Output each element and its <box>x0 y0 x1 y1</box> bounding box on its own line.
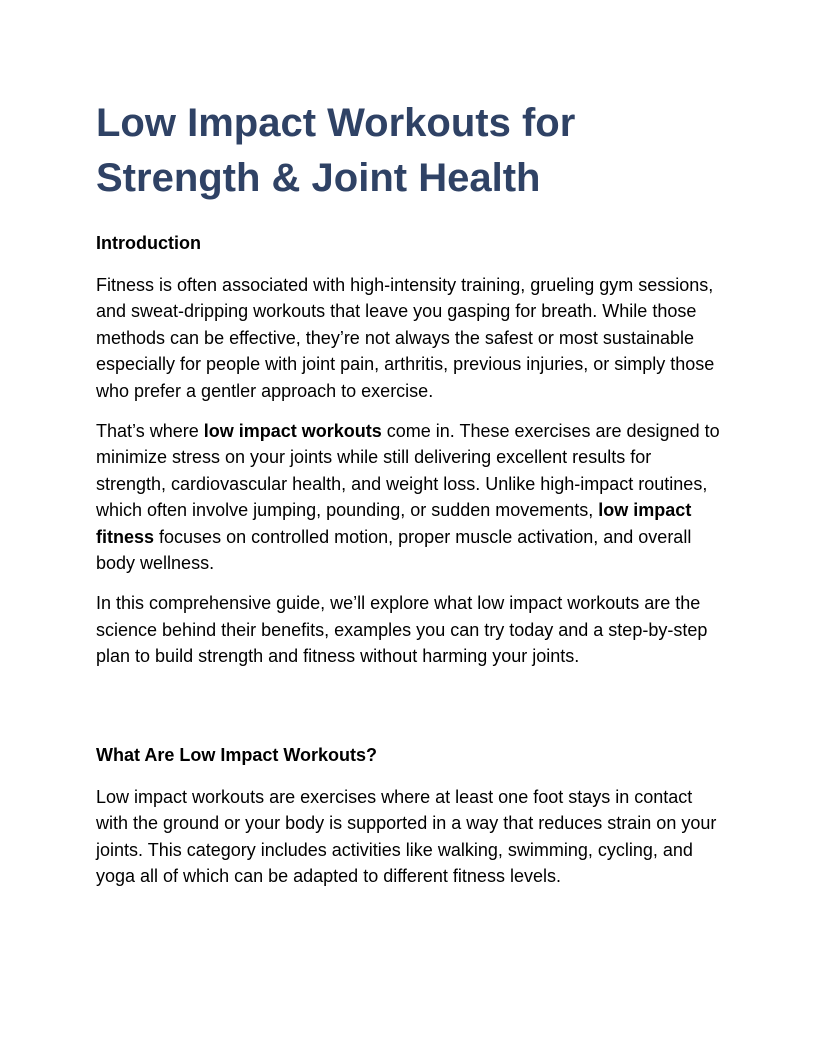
section-heading-introduction: Introduction <box>96 233 201 253</box>
paragraph-text: come in. These exercises are designed to minimize stress on your joints while still delivering excellent results for strength, cardiovascular health, and weight loss. Unlike high-impact routines, which often involve jumping, pounding, or sudden movements, <box>96 421 720 521</box>
section-heading-what-are-low-impact-workouts: What Are Low Impact Workouts? <box>96 744 378 765</box>
bold-phrase-low-impact-workouts: low impact workouts <box>203 421 382 442</box>
intro-paragraph-3: In this comprehensive guide, we’ll explore what low impact workouts are the science behind their benefits, examples you can try today and a step-by-step plan to build strength and fitness without harming your joints. <box>96 593 708 667</box>
document-title: Low Impact Workouts for Strength & Joint Health <box>96 101 576 200</box>
intro-paragraph-1: Fitness is often associated with high-intensity training, grueling gym sessions, and sweat-dripping workouts that leave you gasping for breath. While those methods can be effective, they’re not always the safest or most sustainable especially for people with joint pain, arthritis, previous injuries, or simply those who prefer a gentler approach to exercise. <box>96 275 715 401</box>
what-paragraph-1: Low impact workouts are exercises where at least one foot stays in contact with the ground or your body is supported in a way that reduces strain on your joints. This category includes activities like walking, swimming, cycling, and yoga all of which can be adapted to different fitness levels. <box>96 786 717 886</box>
paragraph-text: That’s where <box>96 421 204 442</box>
bold-phrase-low-impact-fitness: low impact fitness <box>96 500 692 547</box>
intro-paragraph-2 <box>96 418 726 576</box>
document-page <box>96 96 726 889</box>
paragraph-text: focuses on controlled motion, proper muscle activation, and overall body wellness. <box>96 526 692 574</box>
